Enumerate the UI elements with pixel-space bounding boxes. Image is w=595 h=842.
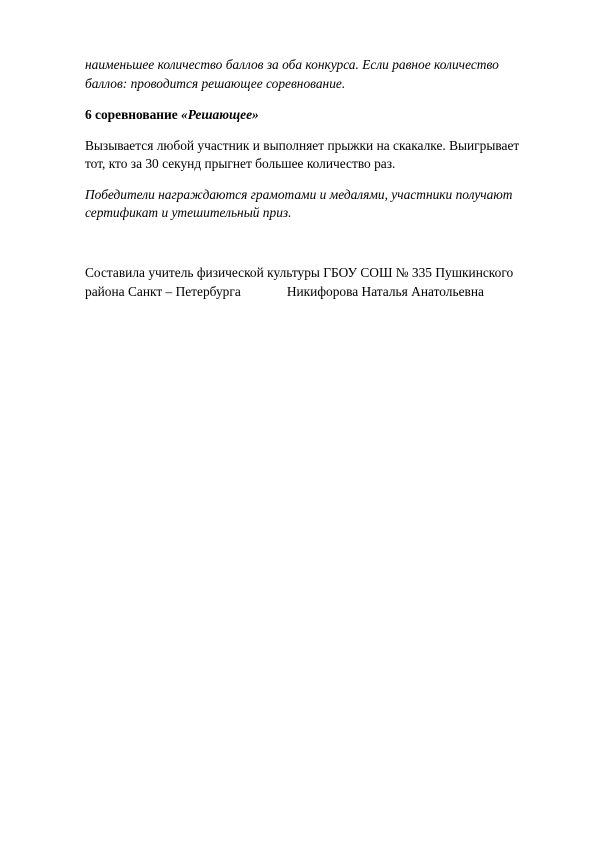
section-6-body-line-1: Вызывается любой участник и выполняет прыжки на скакалке. Выигрывает [85,138,520,153]
author-line-1: Составила учитель физической культуры ГБОУ СОШ № 335 Пушкинского [85,265,514,280]
author-name: Никифорова Наталья Анатольевна [286,284,484,299]
closing-paragraph-line-1: наименьшее количество баллов за оба конкурса. Если равное количество [85,57,499,72]
section-6-body-line-2: тот, кто за 30 секунд прыгнет большее количество раз. [85,156,396,171]
closing-paragraph-line-2: баллов: проводится решающее соревнование. [85,76,346,91]
author-location: района Санкт – Петербурга [85,284,241,299]
section-6-heading-prefix: 6 соревнование [85,107,182,122]
awards-line-1: Победители награждаются грамотами и медалями, участники получают [85,187,513,202]
section-6-heading [85,106,259,124]
section-6-heading-name: «Решающее» [181,107,259,122]
author-line-2 [85,283,484,301]
awards-line-2: сертификат и утешительный приз. [85,205,292,220]
